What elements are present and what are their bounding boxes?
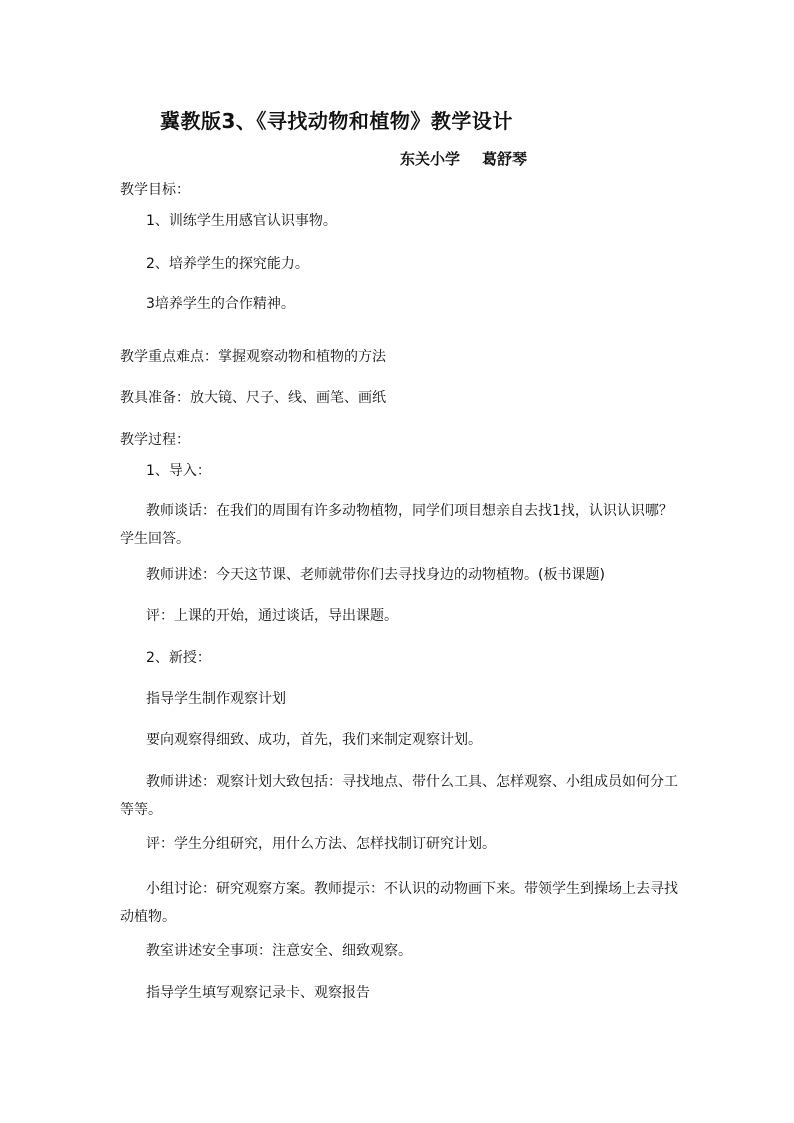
comment-2-paragraph: 评：学生分组研究，用什么方法、怎样找制订研究计划。 bbox=[146, 836, 496, 852]
materials: 教具准备：放大镜、尺子、线、画笔、画纸 bbox=[120, 390, 386, 406]
objectives-heading: 教学目标： bbox=[120, 182, 190, 198]
intro-heading: 1、导入： bbox=[146, 463, 211, 479]
comment-paragraph: 评：上课的开始，通过谈话，导出课题。 bbox=[146, 608, 398, 624]
teacher-talk-paragraph: 教师谈话：在我们的周围有许多动物植物，同学们项目想亲自去找1找，认识认识哪？学生回答。 bbox=[120, 503, 673, 547]
document-title: 冀教版3、《寻找动物和植物》教学设计 bbox=[160, 109, 513, 133]
author-name: 葛舒琴 bbox=[482, 150, 528, 168]
teacher-lecture-2-paragraph: 教师讲述：观察计划大致包括：寻找地点、带什么工具、怎样观察、小组成员如何分工等等。 bbox=[120, 774, 678, 818]
new-lesson-heading: 2、新授： bbox=[146, 650, 211, 666]
guide-record-paragraph: 指导学生填写观察记录卡、观察报告 bbox=[146, 985, 370, 1001]
key-points: 教学重点难点：掌握观察动物和植物的方法 bbox=[120, 349, 386, 365]
school-name: 东关小学 bbox=[400, 150, 461, 168]
objective-item: 3培养学生的合作精神。 bbox=[146, 296, 295, 312]
safety-paragraph: 教室讲述安全事项：注意安全、细致观察。 bbox=[146, 943, 412, 959]
observe-intro-paragraph: 要向观察得细致、成功，首先，我们来制定观察计划。 bbox=[146, 732, 482, 748]
process-heading: 教学过程： bbox=[120, 432, 190, 448]
guide-plan-paragraph: 指导学生制作观察计划 bbox=[146, 691, 286, 707]
teacher-lecture-paragraph: 教师讲述：今天这节课、老师就带你们去寻找身边的动物植物。(板书课题) bbox=[146, 567, 605, 583]
author-line bbox=[400, 148, 527, 169]
objective-item: 2、培养学生的探究能力。 bbox=[146, 256, 309, 272]
objective-item: 1、训练学生用感官认识事物。 bbox=[146, 213, 337, 229]
group-discussion-paragraph: 小组讨论：研究观察方案。教师提示：不认识的动物画下来。带领学生到操场上去寻找动植物。 bbox=[120, 881, 678, 925]
